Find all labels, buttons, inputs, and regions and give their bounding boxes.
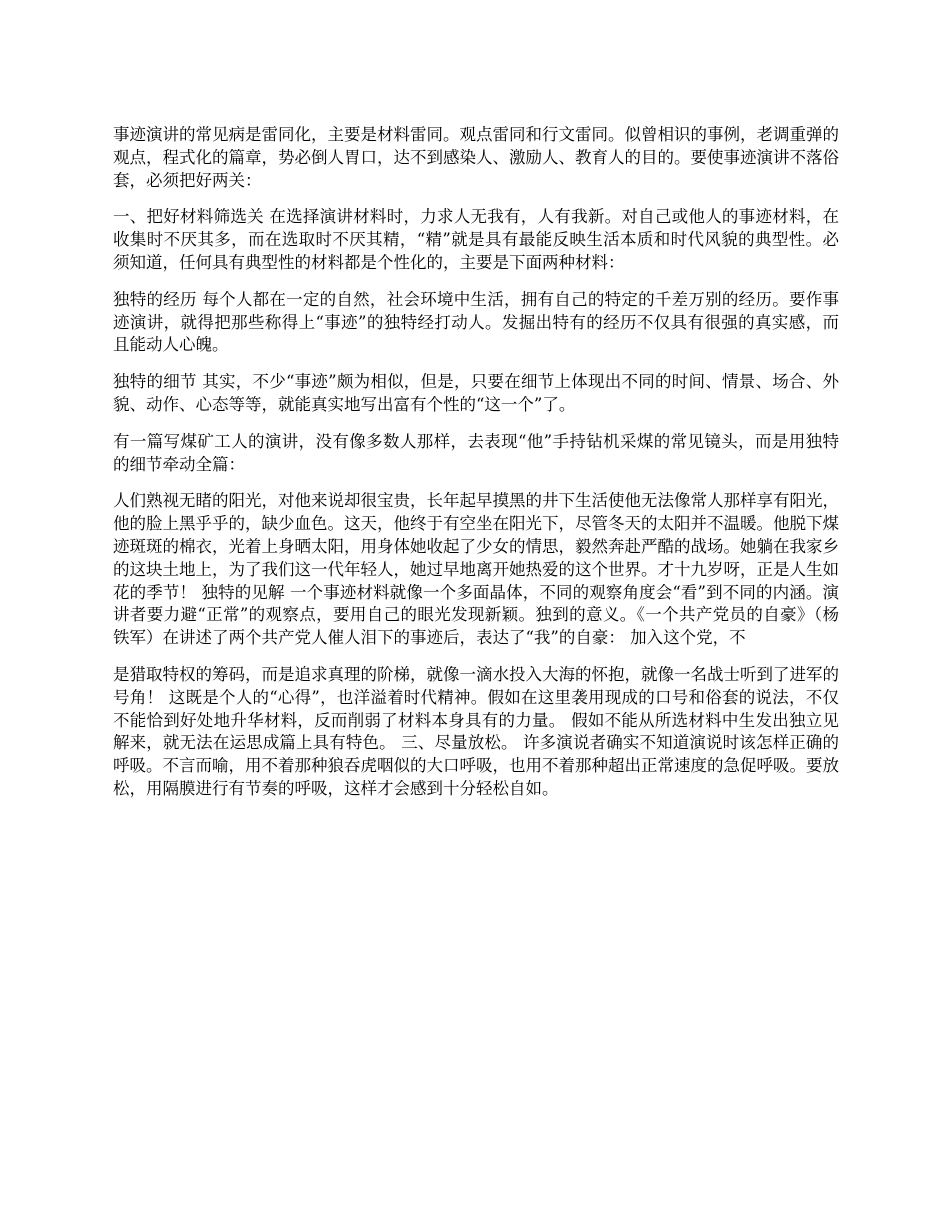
paragraph-sunlight-excerpt: 人们熟视无睹的阳光，对他来说却很宝贵，长年起早摸黑的井下生活使他无法像常人那样享有阳光，他的脸上黑乎乎的，缺少血色。这天，他终于有空坐在阳光下，尽管冬天的太阳并不温暖。他脱下煤迹斑斑的棉衣，光着上身晒太阳，用身体她收起了少女的情思，毅然奔赴严酷的战场。她躺在我家乡的这块土地上，为了我们这一代年轻人，她过早地离开她热爱的这个世界。才十九岁呀，正是人生如花的季节！ 独特的见解 一个事迹材料就像一个多面晶体，不同的观察角度会“看”到不同的内涵。演讲者要力避“正常”的观察点，要用自己的眼光发现新颖。独到的意义。《一个共产党员的自豪》（杨铁军）在讲述了两个共产党人催人泪下的事迹后，表达了“我”的自豪： 加入这个党，不 — [113, 491, 839, 648]
paragraph-material-selection: 一、把好材料筛选关 在选择演讲材料时，力求人无我有，人有我新。对自己或他人的事迹材料，在收集时不厌其多，而在选取时不厌其精，“精”就是具有最能反映生活本质和时代风貌的典型性。必须知道，任何具有典型性的材料都是个性化的，主要是下面两种材料： — [113, 207, 839, 272]
paragraph-coal-miner-speech: 有一篇写煤矿工人的演讲，没有像多数人那样，去表现“他”手持钻机采煤的常见镜头，而是用独特的细节牵动全篇： — [113, 431, 839, 474]
paragraph-intro: 事迹演讲的常见病是雷同化，主要是材料雷同。观点雷同和行文雷同。似曾相识的事例，老调重弹的观点，程式化的篇章，势必倒人胃口，达不到感染人、激励人、教育人的目的。要使事迹演讲不落俗套，必须把好两关： — [113, 125, 839, 190]
paragraph-relaxation: 是猎取特权的筹码，而是追求真理的阶梯，就像一滴水投入大海的怀抱，就像一名战士听到了进军的号角！ 这既是个人的“心得”，也洋溢着时代精神。假如在这里袭用现成的口号和俗套的说法，不仅不能恰到好处地升华材料，反而削弱了材料本身具有的力量。 假如不能从所选材料中生发出独立见解来，就无法在运思成篇上具有特色。 三、尽量放松。 许多演说者确实不知道演说时该怎样正确的呼吸。不言而喻，用不着那种狼吞虎咽似的大口呼吸，也用不着那种超出正常速度的急促呼吸。要放松，用隔膜进行有节奏的呼吸，这样才会感到十分轻松自如。 — [113, 664, 839, 798]
paragraph-unique-experience: 独特的经历 每个人都在一定的自然，社会环境中生活，拥有自己的特定的千差万别的经历。要作事迹演讲，就得把那些称得上“事迹”的独特经打动人。发掘出特有的经历不仅具有很强的真实感，而且能动人心魄。 — [113, 289, 839, 355]
paragraph-unique-detail: 独特的细节 其实，不少“事迹”颇为相似，但是，只要在细节上体现出不同的时间、情景、场合、外貌、动作、心态等等，就能真实地写出富有个性的“这一个”了。 — [113, 372, 839, 414]
document-body — [113, 124, 839, 815]
